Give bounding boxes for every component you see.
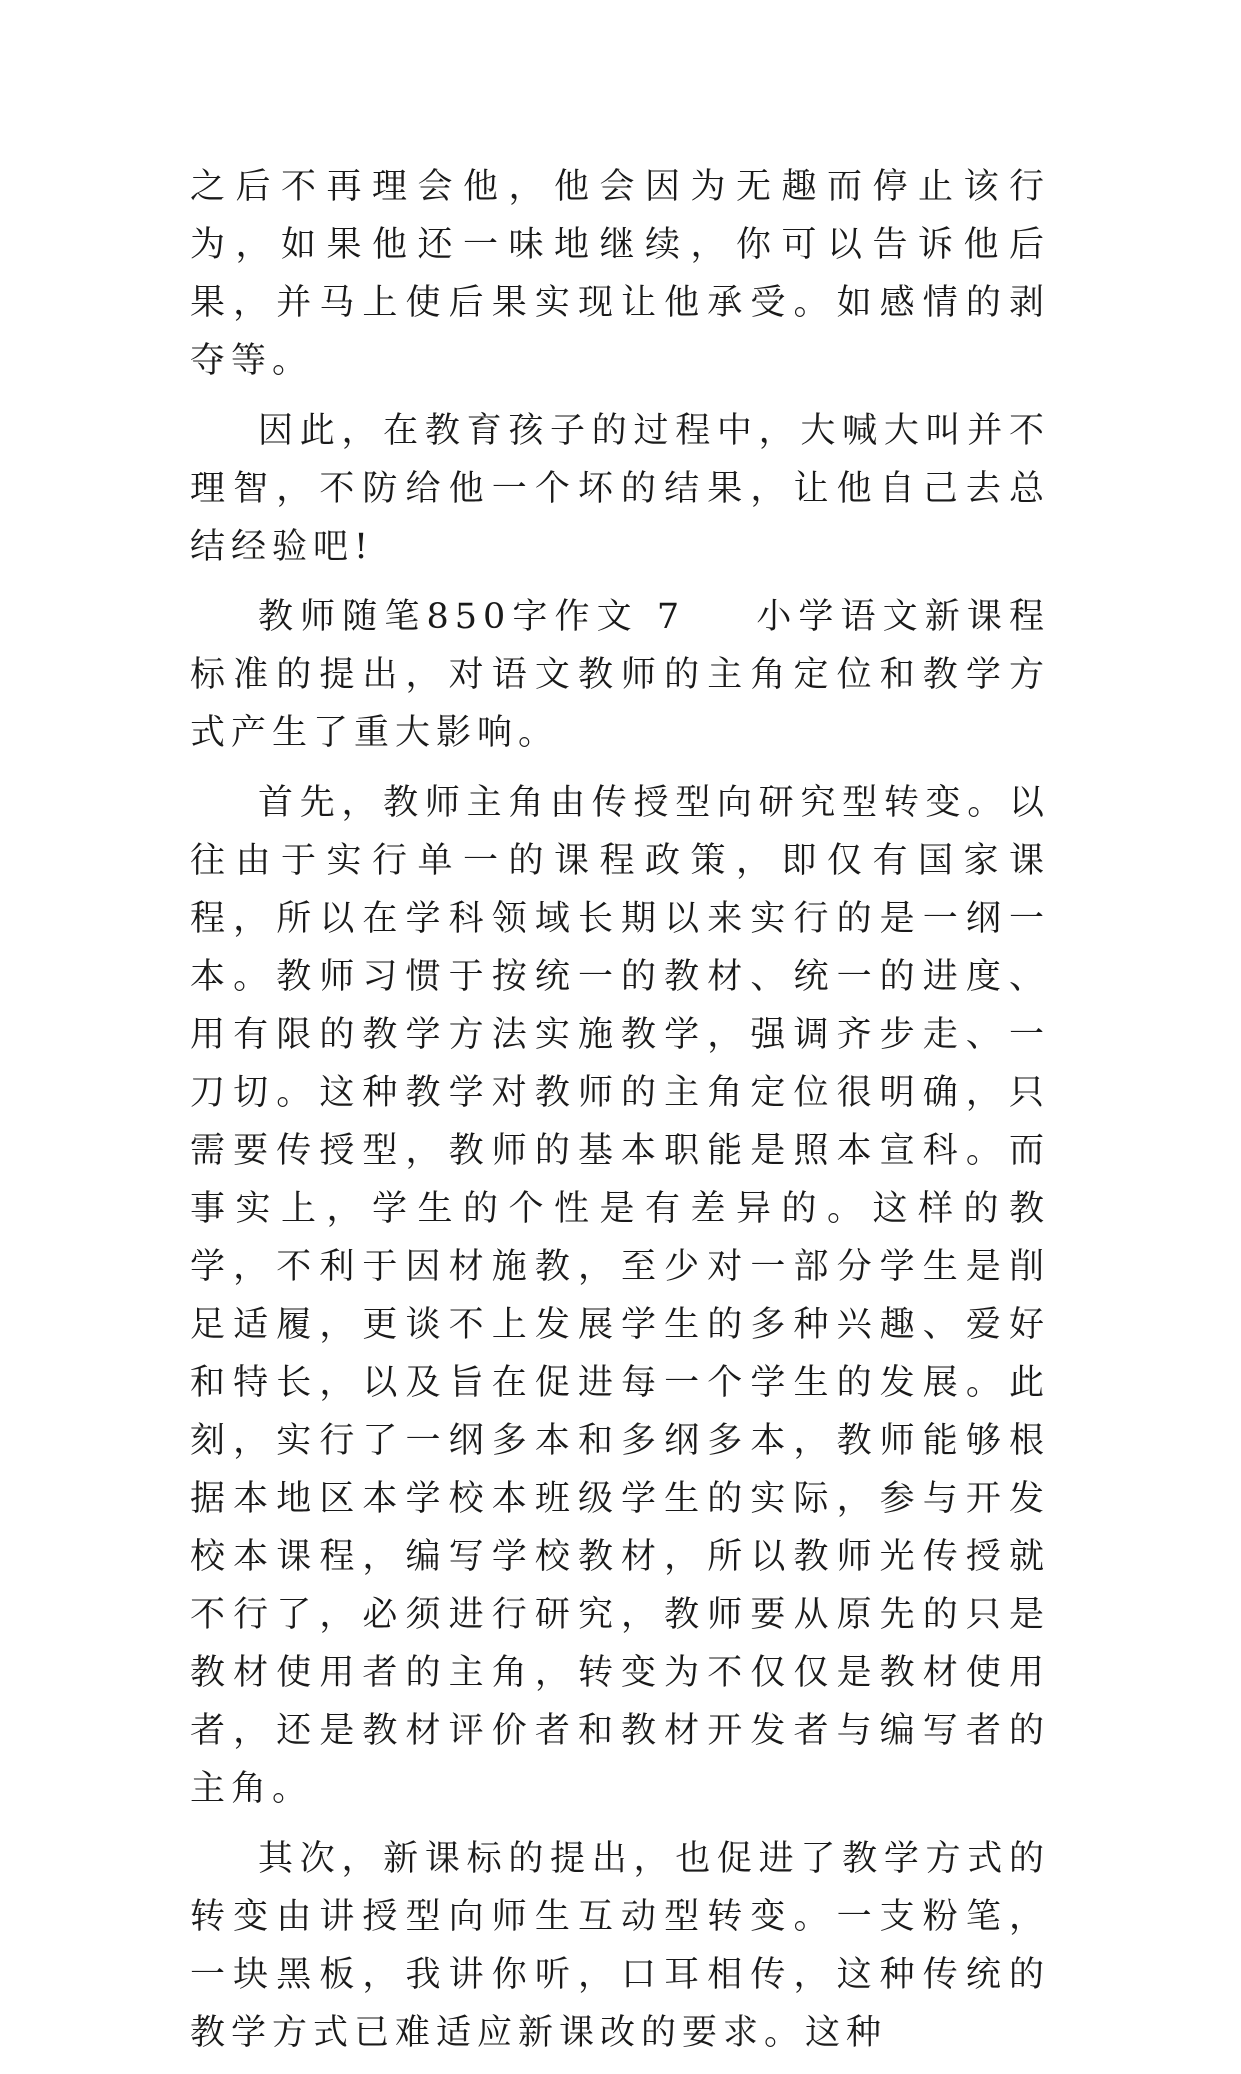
document-body — [190, 158, 1050, 2074]
paragraph-essay-heading — [190, 588, 1050, 762]
essay-heading: 教师随笔850字作文 7 — [258, 597, 686, 637]
paragraph-second-point: 其次，新课标的提出，也促进了教学方式的转变由讲授型向师生互动型转变。一支粉笔，一块黑板，我讲你听，口耳相传，这种传统的教学方式已难适应新课改的要求。这种 — [190, 1839, 1050, 2053]
paragraph-continuation: 之后不再理会他，他会因为无趣而停止该行为，如果他还一味地继续，你可以告诉他后果，并马上使后果实现让他承受。如感情的剥夺等。 — [190, 167, 1050, 381]
paragraph-conclusion: 因此，在教育孩子的过程中，大喊大叫并不理智，不防给他一个坏的结果，让他自己去总结经验吧! — [190, 411, 1050, 567]
essay-intro: 小学语文新课程标准的提出，对语文教师的主角定位和教学方式产生了重大影响。 — [190, 597, 1050, 753]
paragraph-first-point: 首先，教师主角由传授型向研究型转变。以往由于实行单一的课程政策，即仅有国家课程，所以在学科领域长期以来实行的是一纲一本。教师习惯于按统一的教材、统一的进度、用有限的教学方法实施教学，强调齐步走、一刀切。这种教学对教师的主角定位很明确，只需要传授型，教师的基本职能是照本宣科。而事实上，学生的个性是有差异的。这样的教学，不利于因材施教，至少对一部分学生是削足适履，更谈不上发展学生的多种兴趣、爱好和特长，以及旨在促进每一个学生的发展。此刻，实行了一纲多本和多纲多本，教师能够根据本地区本学校本班级学生的实际，参与开发校本课程，编写学校教材，所以教师光传授就不行了，必须进行研究，教师要从原先的只是教材使用者的主角，转变为不仅仅是教材使用者，还是教材评价者和教材开发者与编写者的主角。 — [190, 783, 1050, 1809]
